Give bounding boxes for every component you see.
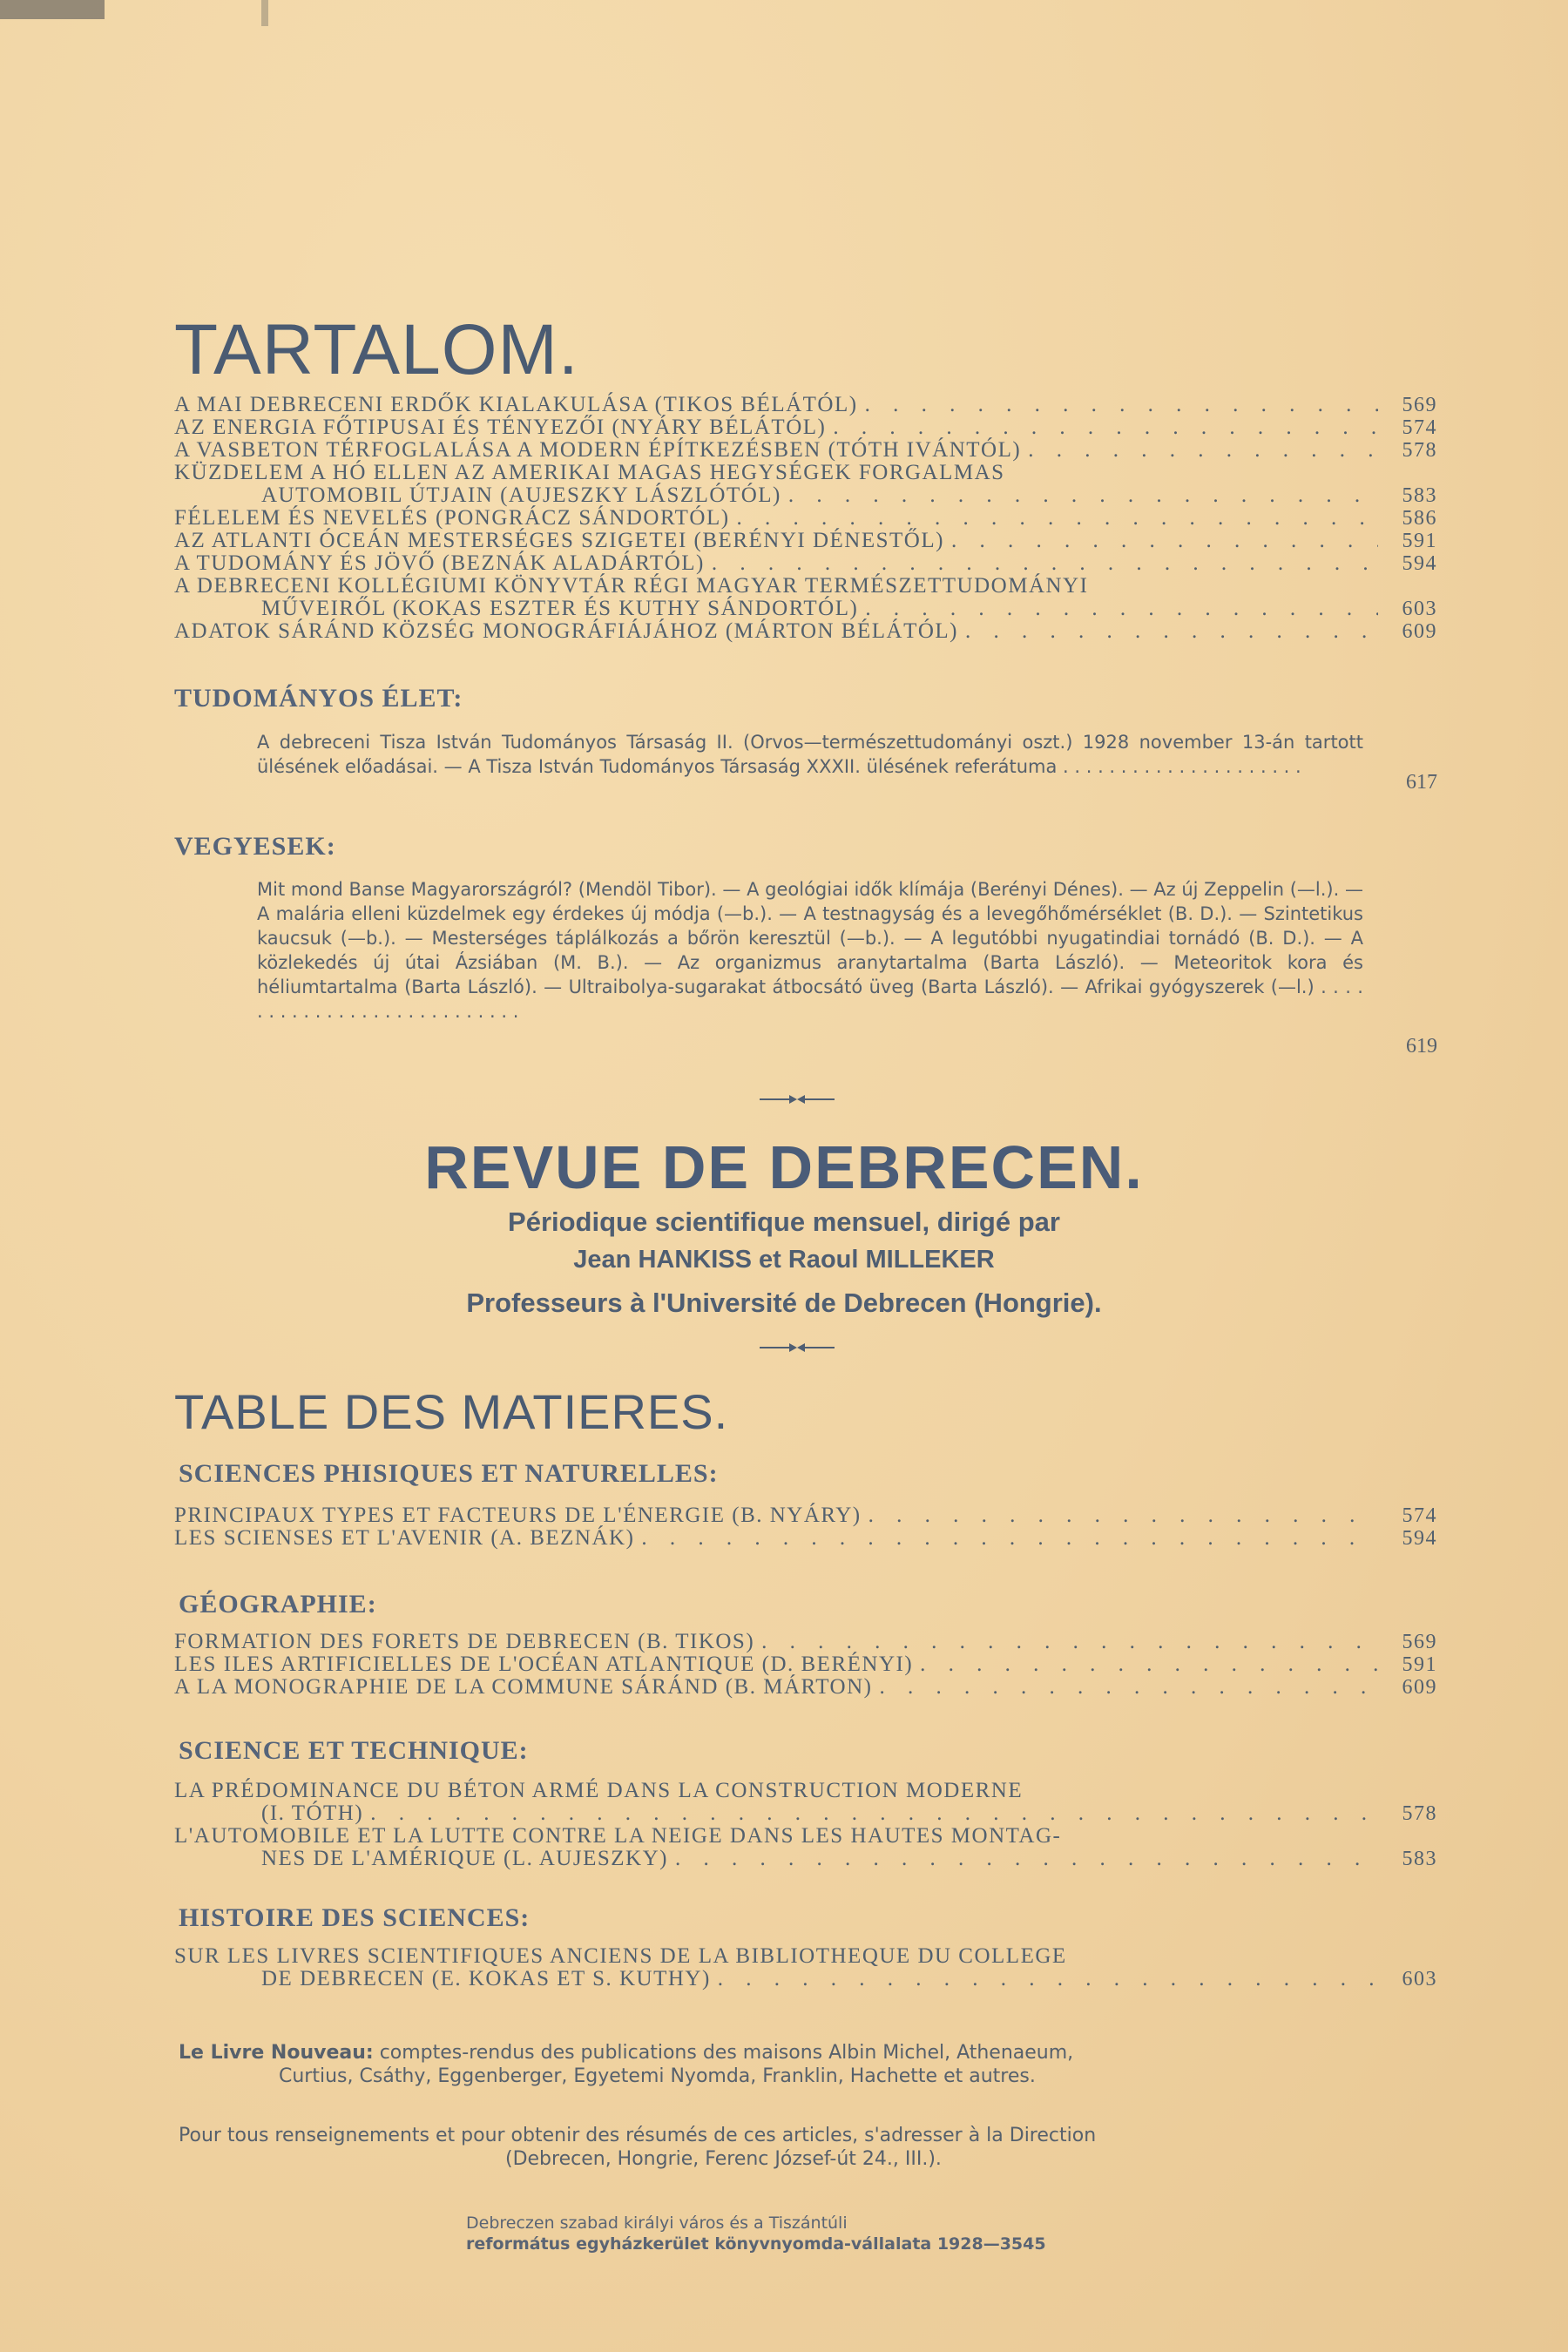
table-des-matieres-title: TABLE DES MATIERES. bbox=[174, 1384, 729, 1439]
toc-entry-title: AUTOMOBIL ÚTJAIN (AUJESZKY LÁSZLÓTÓL) bbox=[261, 483, 781, 507]
toc-entry bbox=[174, 484, 1437, 507]
livre-nouveau-text-2: Curtius, Csáthy, Eggenberger, Egyetemi Nyomda, Franklin, Hachette et autres. bbox=[279, 2065, 1036, 2087]
section-list bbox=[174, 1631, 1437, 1699]
toc-entry-page: 594 bbox=[1402, 1527, 1437, 1550]
toc-entry-page: 578 bbox=[1402, 439, 1437, 462]
ornament-divider-icon bbox=[758, 1342, 836, 1354]
toc-entry-title: LES ILES ARTIFICIELLES DE L'OCÉAN ATLANTIQUE (D. BERÉNYI) bbox=[174, 1652, 914, 1676]
toc-entry-page: 591 bbox=[1402, 530, 1437, 552]
ornament-divider-icon bbox=[758, 1093, 836, 1105]
toc-entry bbox=[174, 1676, 1437, 1699]
toc-entry-title: A LA MONOGRAPHIE DE LA COMMUNE SÁRÁND (B. MÁRTON) bbox=[174, 1675, 873, 1699]
section-heading: SCIENCE ET TECHNIQUE: bbox=[179, 1736, 529, 1765]
toc-leader bbox=[920, 1653, 1378, 1676]
toc-entry bbox=[174, 575, 1437, 598]
revue-editors: Jean HANKISS et Raoul MILLEKER bbox=[573, 1246, 995, 1274]
tudomanyos-heading: TUDOMÁNYOS ÉLET: bbox=[174, 684, 463, 713]
vegyesek-text: Mit mond Banse Magyarországról? (Mendöl Tibor). — A geológiai idők klímája (Berényi Dénes). — Az új Zeppelin (—l.). — A malária elleni küzdelmek egy érdekes új módja (—b.). — A testnagyság és a levegőhőmérséklet (B. D.). — Szintetikus kaucsuk (—b.). — Mesterséges táplálkozás a bőrön keresztül (—b.). — A legutóbbi nyugatindiai tornádó (B. D.). — A közlekedés új útai Ázsiában (M. B.). — Az organizmus aranytartalma (Barta László). — Meteoritok kora és héliumtartalma (Barta László). — Ultraibolya-sugarakat átbocsátó üveg (Barta László). — Afrikai gyógyszerek (—l.) . . . . . . . . . . . . . . . . . . . . . . . . . . . bbox=[257, 879, 1363, 1022]
toc-entry bbox=[174, 439, 1437, 462]
toc-leader bbox=[370, 1802, 1378, 1825]
toc-entry bbox=[174, 598, 1437, 620]
toc-entry-title: (I. TÓTH) bbox=[261, 1801, 364, 1825]
toc-entry bbox=[174, 552, 1437, 575]
toc-entry bbox=[174, 1945, 1437, 1968]
toc-entry bbox=[174, 530, 1437, 552]
toc-entry-title: A DEBRECENI KOLLÉGIUMI KÖNYVTÁR RÉGI MAGYAR TERMÉSZETTUDOMÁNYI bbox=[174, 574, 1089, 598]
section-heading: HISTOIRE DES SCIENCES: bbox=[179, 1903, 531, 1932]
toc-entry bbox=[174, 1968, 1437, 1990]
section-list bbox=[174, 1945, 1437, 1990]
toc-leader bbox=[965, 620, 1378, 643]
revue-affiliation: Professeurs à l'Université de Debrecen (Hongrie). bbox=[466, 1288, 1102, 1318]
toc-entry-page: 603 bbox=[1402, 1968, 1437, 1990]
imprint-line-2: református egyházkerület könyvnyomda-vállalata 1928—3545 bbox=[466, 2234, 1046, 2254]
imprint-line-1: Debreczen szabad királyi város és a Tiszántúli bbox=[466, 2213, 848, 2233]
tartalom-title: TARTALOM. bbox=[174, 310, 579, 389]
info-note bbox=[179, 2124, 1442, 2171]
toc-leader bbox=[788, 484, 1378, 507]
tudomanyos-page: 617 bbox=[1406, 771, 1437, 794]
toc-entry-title: NES DE L'AMÉRIQUE (L. AUJESZKY) bbox=[261, 1847, 668, 1870]
tartalom-list bbox=[174, 394, 1437, 643]
toc-entry bbox=[174, 1780, 1437, 1802]
toc-entry-title: AZ ENERGIA FŐTIPUSAI ÉS TÉNYEZŐI (NYÁRY BÉLÁTÓL) bbox=[174, 416, 827, 439]
toc-leader bbox=[737, 507, 1378, 530]
toc-entry-title: DE DEBRECEN (E. KOKAS ET S. KUTHY) bbox=[261, 1967, 711, 1990]
toc-entry-page: 594 bbox=[1402, 552, 1437, 575]
toc-leader bbox=[1028, 439, 1378, 462]
toc-leader bbox=[675, 1848, 1378, 1870]
toc-entry-page: 569 bbox=[1402, 394, 1437, 416]
toc-entry-title: A TUDOMÁNY ÉS JÖVŐ (BEZNÁK ALADÁRTÓL) bbox=[174, 551, 705, 575]
section-list bbox=[174, 1504, 1437, 1550]
toc-leader bbox=[833, 416, 1378, 439]
toc-leader bbox=[712, 552, 1378, 575]
toc-entry bbox=[174, 1653, 1437, 1676]
toc-entry-page: 583 bbox=[1402, 1848, 1437, 1870]
vegyesek-heading: VEGYESEK: bbox=[174, 832, 336, 861]
toc-leader bbox=[865, 394, 1378, 416]
toc-entry-page: 609 bbox=[1402, 1676, 1437, 1699]
info-address: (Debrecen, Hongrie, Ferenc József-út 24., III.). bbox=[505, 2148, 942, 2170]
toc-leader bbox=[641, 1527, 1378, 1550]
toc-entry-title: A MAI DEBRECENI ERDŐK KIALAKULÁSA (TIKOS BÉLÁTÓL) bbox=[174, 393, 858, 416]
toc-entry bbox=[174, 394, 1437, 416]
toc-entry-title: FÉLELEM ÉS NEVELÉS (PONGRÁCZ SÁNDORTÓL) bbox=[174, 506, 730, 530]
livre-nouveau-text: comptes-rendus des publications des maisons Albin Michel, Athenaeum, bbox=[379, 2042, 1074, 2064]
toc-entry-page: 574 bbox=[1402, 1504, 1437, 1527]
toc-entry bbox=[174, 1848, 1437, 1870]
section-heading: GÉOGRAPHIE: bbox=[179, 1590, 377, 1619]
toc-entry-title: LA PRÉDOMINANCE DU BÉTON ARMÉ DANS LA CONSTRUCTION MODERNE bbox=[174, 1779, 1024, 1802]
toc-entry bbox=[174, 1802, 1437, 1825]
toc-entry-title: KÜZDELEM A HÓ ELLEN AZ AMERIKAI MAGAS HEGYSÉGEK FORGALMAS bbox=[174, 461, 1005, 484]
toc-entry-title: ADATOK SÁRÁND KÖZSÉG MONOGRÁFIÁJÁHOZ (MÁRTON BÉLÁTÓL) bbox=[174, 619, 958, 643]
toc-entry-title: PRINCIPAUX TYPES ET FACTEURS DE L'ÉNERGIE (B. NYÁRY) bbox=[174, 1504, 862, 1527]
toc-entry-title: FORMATION DES FORETS DE DEBRECEN (B. TIKOS) bbox=[174, 1630, 755, 1653]
revue-subtitle: Périodique scientifique mensuel, dirigé par bbox=[508, 1206, 1060, 1237]
toc-leader bbox=[718, 1968, 1378, 1990]
livre-nouveau-label: Le Livre Nouveau: bbox=[179, 2042, 374, 2064]
toc-leader bbox=[761, 1631, 1378, 1653]
tudomanyos-text: A debreceni Tisza István Tudományos Társaság II. (Orvos—természettudományi oszt.) 1928 november 13-án tartott ülésének előadásai. — A Tisza István Tudományos Társaság XXXII. ülésének referátuma . . . . . . . . . . . . . . . . . . . . . bbox=[257, 732, 1363, 777]
toc-entry bbox=[174, 1631, 1437, 1653]
toc-leader bbox=[868, 1504, 1378, 1527]
section-heading: SCIENCES PHISIQUES ET NATURELLES: bbox=[179, 1459, 719, 1488]
printer-imprint bbox=[466, 2213, 1163, 2254]
toc-entry bbox=[174, 1504, 1437, 1527]
toc-entry-page: 578 bbox=[1402, 1802, 1437, 1825]
toc-entry-title: A VASBETON TÉRFOGLALÁSA A MODERN ÉPÍTKEZÉSBEN (TÓTH IVÁNTÓL) bbox=[174, 438, 1022, 462]
top-mark bbox=[261, 0, 268, 26]
toc-leader bbox=[951, 530, 1378, 552]
toc-entry bbox=[174, 1825, 1437, 1848]
toc-leader bbox=[865, 598, 1378, 620]
toc-entry-title: AZ ATLANTI ÓCEÁN MESTERSÉGES SZIGETEI (BERÉNYI DÉNESTŐL) bbox=[174, 529, 944, 552]
toc-entry-title: LES SCIENSES ET L'AVENIR (A. BEZNÁK) bbox=[174, 1526, 635, 1550]
section-list bbox=[174, 1780, 1437, 1870]
info-text: Pour tous renseignements et pour obtenir des résumés de ces articles, s'adresser à la Direction bbox=[179, 2125, 1097, 2146]
toc-entry-page: 583 bbox=[1402, 484, 1437, 507]
toc-entry-title: L'AUTOMOBILE ET LA LUTTE CONTRE LA NEIGE DANS LES HAUTES MONTAG- bbox=[174, 1824, 1062, 1848]
toc-entry bbox=[174, 462, 1437, 484]
toc-entry bbox=[174, 507, 1437, 530]
revue-title: REVUE DE DEBRECEN. bbox=[424, 1133, 1144, 1201]
toc-entry-page: 609 bbox=[1402, 620, 1437, 643]
corner-stain bbox=[0, 0, 105, 19]
toc-entry-title: MŰVEIRŐL (KOKAS ESZTER ÉS KUTHY SÁNDORTÓL) bbox=[261, 597, 859, 620]
toc-entry bbox=[174, 620, 1437, 643]
toc-entry-page: 574 bbox=[1402, 416, 1437, 439]
toc-entry-page: 586 bbox=[1402, 507, 1437, 530]
toc-entry-page: 569 bbox=[1402, 1631, 1437, 1653]
vegyesek-page: 619 bbox=[1406, 1035, 1437, 1058]
toc-entry bbox=[174, 1527, 1437, 1550]
toc-entry bbox=[174, 416, 1437, 439]
toc-entry-title: SUR LES LIVRES SCIENTIFIQUES ANCIENS DE LA BIBLIOTHEQUE DU COLLEGE bbox=[174, 1944, 1067, 1968]
toc-entry-page: 603 bbox=[1402, 598, 1437, 620]
toc-leader bbox=[879, 1676, 1378, 1699]
livre-nouveau-note bbox=[179, 2041, 1442, 2088]
toc-entry-page: 591 bbox=[1402, 1653, 1437, 1676]
